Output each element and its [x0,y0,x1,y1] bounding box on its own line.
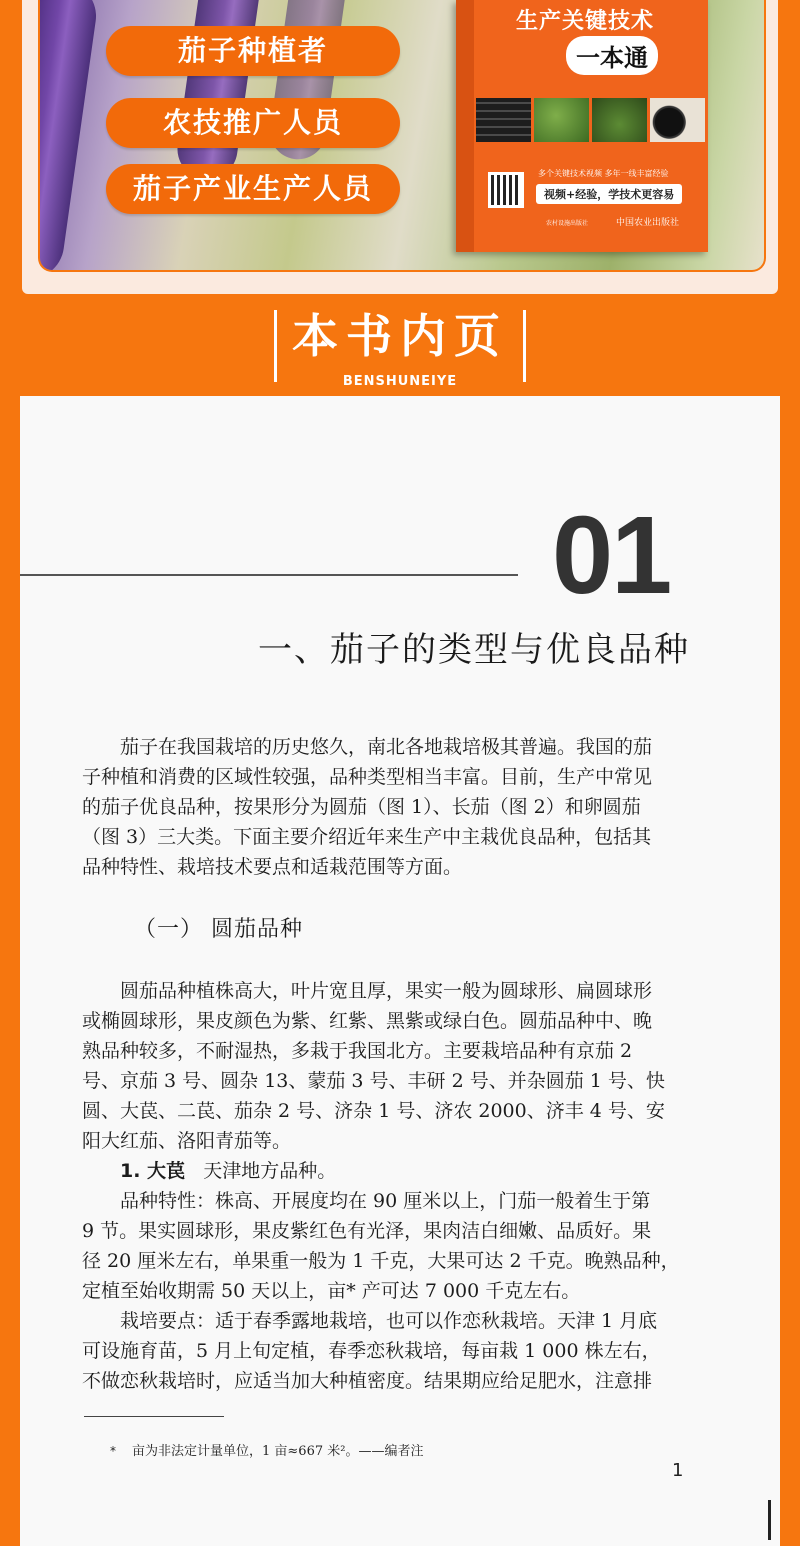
qr-code-icon [488,172,524,208]
text-line: 定植至始收期需 50 天以上，亩* 产可达 7 000 千克左右。 [82,1280,581,1302]
round-eggplant-paragraph [82,976,702,1396]
text-line: 径 20 厘米左右，单果重一般为 1 千克，大果可达 2 千克。晚熟品种， [82,1250,680,1272]
text-line: 品种特性：株高、开展度均在 90 厘米以上，门茄一般着生于第 [120,1190,651,1212]
book-subtitle: 一本通 [566,36,658,75]
section-title: 本书内页 [292,309,508,363]
text-line: 的茄子优良品种，按果形分为圆茄（图 1）、长茄（图 2）和卵圆茄 [82,796,641,818]
text-line: 茄子在我国栽培的历史悠久，南北各地栽培极其普遍。我国的茄 [120,736,653,758]
book-page [20,396,780,1546]
text-line: 圆、大苠、二苠、茄杂 2 号、济杂 1 号、济农 2000、济丰 4 号、安 [82,1100,665,1122]
footnote-mark: * [110,1444,116,1458]
section-subtitle: BENSHUNEIYE [342,374,458,389]
intro-paragraph [82,732,702,882]
text-line: 阳大红茄、洛阳青茄等。 [82,1130,292,1152]
chapter-number: 01 [552,494,671,617]
book-feature-line: 多个关键技术视频 多年一线丰富经验 [538,169,669,178]
variety-description: 天津地方品种。 [203,1160,337,1182]
eggplant-image [38,0,101,272]
chapter-rule [20,574,518,576]
book-photo [592,98,647,142]
book-photo-strip [476,98,705,142]
audience-pill-3: 茄子产业生产人员 [106,164,400,214]
book-tag: 视频+经验，学技术更容易 [536,184,682,204]
book-photo [534,98,589,142]
text-line: 不做恋秋栽培时，应适当加大种植密度。结果期应给足肥水，注意排 [82,1370,653,1392]
text-line: 栽培要点：适于春季露地栽培，也可以作恋秋栽培。天津 1 月底 [120,1310,658,1332]
audience-pill-1: 茄子种植者 [106,26,400,76]
text-line: 号、京茄 3 号、圆杂 13、蒙茄 3 号、丰研 2 号、并杂圆茄 1 号、快 [82,1070,665,1092]
text-line: 可设施育苗，5 月上旬定植，春季恋秋栽培，每亩栽 1 000 株左右， [82,1340,661,1362]
book-spine [456,0,474,252]
text-line: 或椭圆球形，果皮颜色为紫、红紫、黑紫或绿白色。圆茄品种中、晚 [82,1010,653,1032]
text-line: 子种植和消费的区域性较强，品种类型相当丰富。目前，生产中常见 [82,766,653,788]
book-title: 生产关键技术 [516,8,655,34]
footnote-text: 亩为非法定计量单位，1 亩≈667 米²。——编者注 [132,1444,424,1459]
text-line: （图 3）三大类。下面主要介绍近年来生产中主栽优良品种，包括其 [82,826,652,848]
book-publisher: 中国农业出版社 [616,218,680,228]
variety-line [82,1156,702,1186]
text-line: 熟品种较多，不耐湿热，多栽于我国北方。主要栽培品种有京茄 2 [82,1040,633,1062]
chapter-title: 一、茄子的类型与优良品种 [258,630,690,670]
book-photo [476,98,531,142]
book-cover [456,0,708,252]
text-line: 9 节。果实圆球形，果皮紫红色有光泽，果肉洁白细嫩、品质好。果 [82,1220,652,1242]
book-publisher-small: 农村设施出版社 [546,220,589,227]
text-line: 圆茄品种植株高大，叶片宽且厚，果实一般为圆球形、扁圆球形 [120,980,653,1002]
audience-pill-2: 农技推广人员 [106,98,400,148]
text-line: 品种特性、栽培技术要点和适栽范围等方面。 [82,856,463,878]
page-number: 1 [672,1460,684,1481]
book-photo [650,98,705,142]
page-edge-mark [768,1500,771,1540]
variety-heading: 1. 大苠 [120,1160,186,1182]
footnote-rule [84,1416,224,1417]
subsection-title: （一） 圆茄品种 [134,917,303,942]
